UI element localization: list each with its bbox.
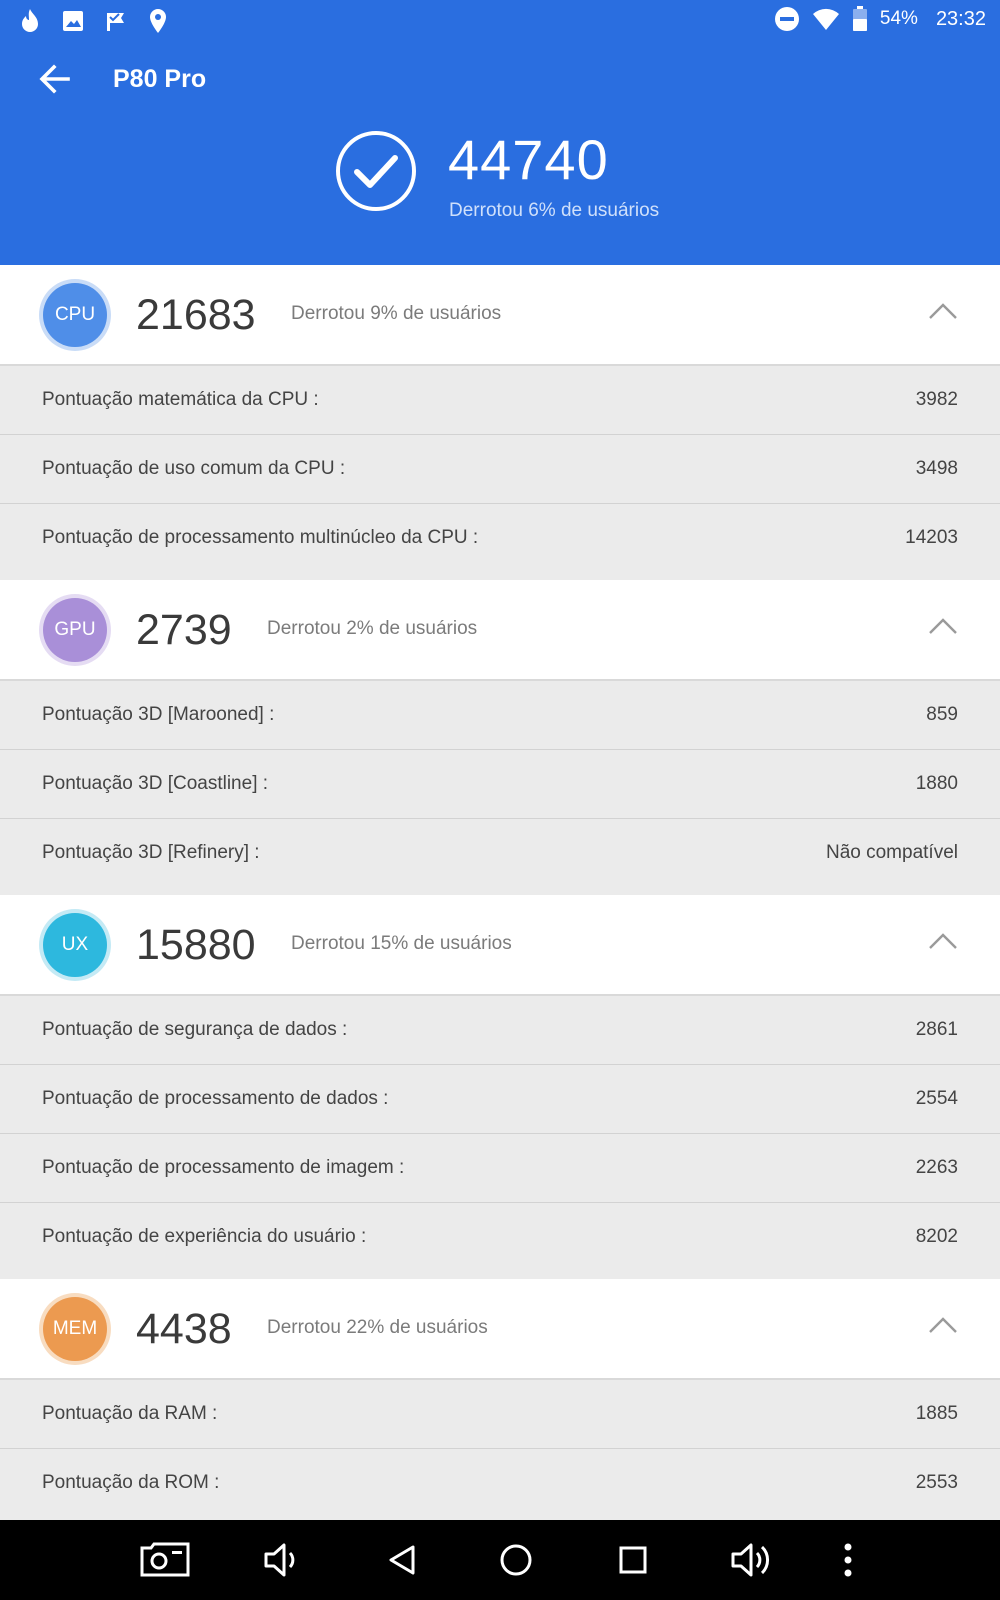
chevron-up-icon[interactable]	[928, 1315, 958, 1335]
flame-icon	[18, 8, 42, 34]
total-score-block	[335, 130, 735, 230]
list-item	[0, 504, 1000, 575]
total-score: 44740	[448, 128, 609, 191]
section-mem	[0, 1279, 1000, 1518]
wifi-icon	[812, 7, 840, 31]
gpu-score: 2739	[136, 606, 232, 654]
ux-badge: UX	[43, 913, 107, 977]
do-not-disturb-icon	[774, 6, 800, 32]
row-label: Pontuação 3D [Marooned] :	[42, 704, 275, 725]
ux-beat-text: Derrotou 15% de usuários	[291, 933, 512, 954]
row-value: 2553	[915, 1472, 958, 1493]
list-item	[0, 1065, 1000, 1134]
row-value: 1885	[915, 1403, 958, 1424]
list-item	[0, 1449, 1000, 1518]
back-triangle-icon	[387, 1544, 417, 1576]
row-label: Pontuação de segurança de dados :	[42, 1019, 348, 1040]
section-header-gpu[interactable]	[0, 580, 1000, 681]
list-item	[0, 366, 1000, 435]
toolbar	[0, 50, 1000, 110]
back-nav-button[interactable]	[384, 1538, 420, 1582]
mem-beat-text: Derrotou 22% de usuários	[267, 1317, 488, 1338]
ux-score: 15880	[136, 921, 256, 969]
cpu-badge: CPU	[43, 283, 107, 347]
more-vert-icon	[843, 1542, 853, 1578]
more-options-button[interactable]	[838, 1538, 858, 1582]
row-label: Pontuação de experiência do usuário :	[42, 1226, 367, 1247]
section-header-ux[interactable]	[0, 895, 1000, 996]
list-item	[0, 996, 1000, 1065]
home-button[interactable]	[498, 1538, 534, 1582]
row-label: Pontuação da ROM :	[42, 1472, 220, 1493]
section-cpu	[0, 265, 1000, 575]
row-value: 2263	[915, 1157, 958, 1178]
recents-square-icon	[619, 1546, 647, 1574]
section-header-cpu[interactable]	[0, 265, 1000, 366]
home-circle-icon	[499, 1543, 533, 1577]
list-item	[0, 1203, 1000, 1275]
row-label: Pontuação 3D [Coastline] :	[42, 773, 269, 794]
back-button[interactable]	[38, 62, 82, 98]
chevron-up-icon[interactable]	[928, 301, 958, 321]
app-header	[0, 0, 1000, 265]
list-item	[0, 1134, 1000, 1203]
volume-down-button[interactable]	[263, 1538, 303, 1582]
total-beat-text: Derrotou 6% de usuários	[449, 200, 660, 221]
location-pin-icon	[148, 8, 168, 34]
row-label: Pontuação matemática da CPU :	[42, 389, 319, 410]
row-value: 8202	[915, 1226, 958, 1247]
status-bar	[0, 0, 1000, 40]
row-label: Pontuação 3D [Refinery] :	[42, 842, 260, 863]
mem-score: 4438	[136, 1305, 232, 1353]
battery-percent: 54%	[879, 8, 918, 29]
row-value: 14203	[905, 527, 958, 548]
row-value: Não compatível	[825, 842, 958, 863]
row-label: Pontuação de processamento de dados :	[42, 1088, 389, 1109]
cpu-beat-text: Derrotou 9% de usuários	[291, 303, 502, 324]
status-right	[774, 6, 986, 32]
row-value: 859	[926, 704, 958, 725]
row-value: 1880	[915, 773, 958, 794]
gpu-beat-text: Derrotou 2% de usuários	[267, 618, 478, 639]
section-header-mem[interactable]	[0, 1279, 1000, 1380]
section-ux	[0, 895, 1000, 1275]
arrow-left-icon	[38, 62, 72, 96]
cpu-score: 21683	[136, 291, 256, 339]
list-item	[0, 681, 1000, 750]
row-value: 3982	[915, 389, 958, 410]
battery-icon	[852, 6, 868, 32]
list-item	[0, 1380, 1000, 1449]
mem-badge: MEM	[43, 1297, 107, 1361]
list-item	[0, 435, 1000, 504]
page-title: P80 Pro	[113, 65, 207, 93]
volume-up-icon	[730, 1542, 774, 1578]
check-circle-icon	[335, 130, 417, 212]
gpu-badge: GPU	[43, 598, 107, 662]
chevron-up-icon[interactable]	[928, 616, 958, 636]
check-flag-icon	[104, 9, 128, 33]
recents-button[interactable]	[617, 1538, 649, 1582]
row-label: Pontuação da RAM :	[42, 1403, 218, 1424]
image-icon	[62, 10, 84, 32]
volume-up-button[interactable]	[730, 1538, 774, 1582]
section-gpu	[0, 580, 1000, 890]
volume-down-icon	[263, 1542, 303, 1578]
status-left-icons	[18, 8, 168, 34]
row-value: 2554	[915, 1088, 958, 1109]
system-nav-bar	[0, 1520, 1000, 1600]
row-value: 2861	[915, 1019, 958, 1040]
chevron-up-icon[interactable]	[928, 931, 958, 951]
list-item	[0, 819, 1000, 890]
row-value: 3498	[915, 458, 958, 479]
row-label: Pontuação de processamento de imagem :	[42, 1157, 405, 1178]
screenshot-button[interactable]	[139, 1538, 191, 1582]
row-label: Pontuação de processamento multinúcleo da CPU :	[42, 527, 479, 548]
clock: 23:32	[935, 7, 986, 30]
list-item	[0, 750, 1000, 819]
row-label: Pontuação de uso comum da CPU :	[42, 458, 346, 479]
screenshot-icon	[139, 1542, 191, 1578]
